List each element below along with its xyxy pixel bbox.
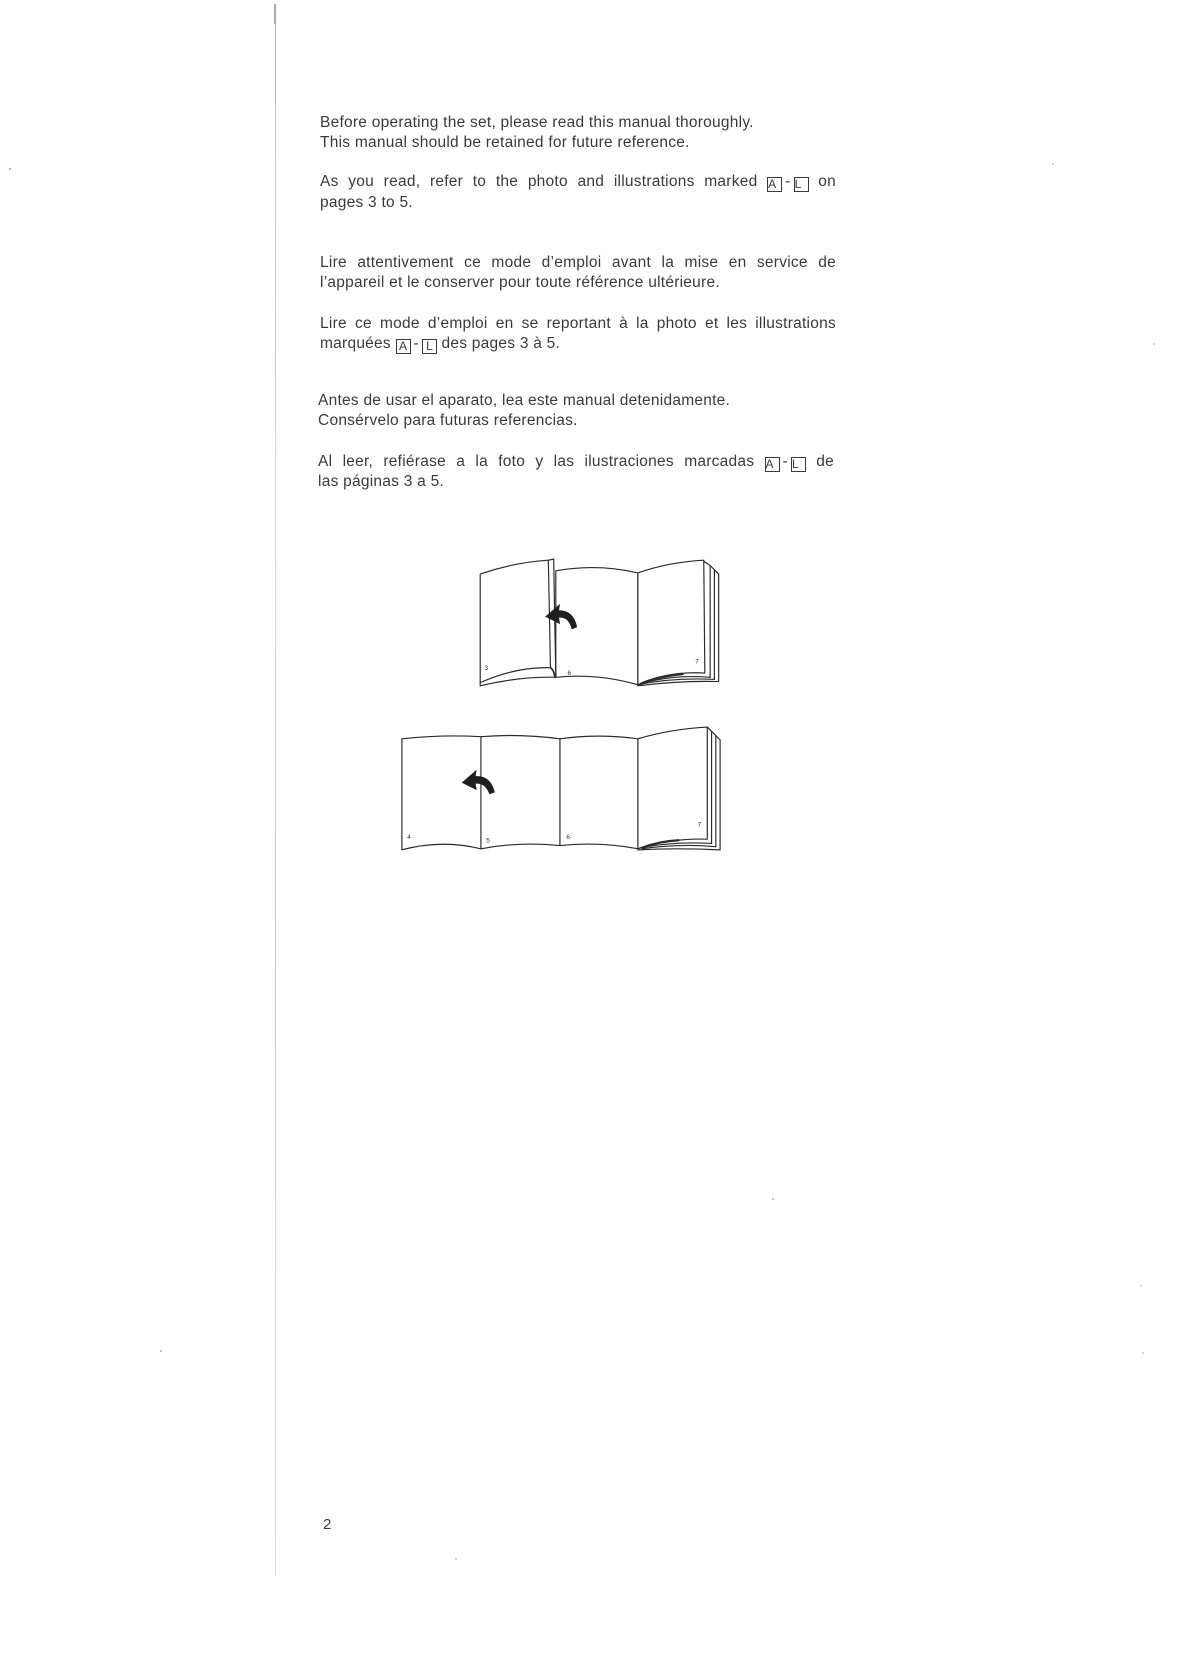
spanish-intro-line-2: Consérvelo para futuras referencias. [318,412,578,429]
booklet-turning-page [480,560,550,682]
english-reference-line-2: pages 3 to 5. [320,194,413,211]
scan-speck [1153,343,1155,345]
english-intro-line-1: Before operating the set, please read this manual thoroughly. [320,114,754,131]
scan-speck [160,1350,162,1352]
boxed-letter-l: L [422,339,437,354]
binding-margin-rule [275,4,276,1576]
english-reference-line-1 [320,172,836,192]
boxed-letter-a: A [765,457,780,472]
scan-speck [1142,1352,1144,1354]
range-dash: - [785,173,791,190]
boxed-letter-l: L [791,457,806,472]
page-label: 3 [484,664,489,672]
scan-speck [772,1198,774,1200]
range-dash: - [413,335,419,352]
french-reference-text: marquées [320,335,391,352]
booklet-illustration-top [478,557,723,689]
page-label: 4 [407,834,411,842]
page-label: 7 [695,658,699,666]
french-reference-line-2 [320,334,560,354]
page-stack-edge [710,566,714,680]
boxed-letter-a: A [396,339,411,354]
booklet-panel-3 [560,736,638,849]
scan-speck [455,1558,457,1560]
french-reference-text-end: des pages 3 à 5. [441,335,561,352]
spanish-reference-text-end: de [816,453,835,470]
binding-margin-mark [274,4,276,24]
english-reference-text-end: on [818,173,837,190]
scan-speck [9,168,11,170]
page-stack-edge [707,727,711,843]
page-number: 2 [323,1516,332,1533]
spanish-intro-line-1: Antes de usar el aparato, lea este manual detenidamente. [318,392,731,409]
booklet-panel-4 [638,727,707,849]
french-intro-line-2: l’appareil et le conserver pour toute référence ultérieure. [320,274,720,291]
spanish-reference-line-2: las páginas 3 a 5. [318,473,445,490]
scan-speck [1052,163,1054,165]
page-label: 6 [566,834,570,842]
spanish-reference-text: Al leer, refiérase a la foto y las ilustraciones marcadas [318,453,755,470]
page-label: 5 [486,837,490,845]
french-reference-line-1: Lire ce mode d’emploi en se reportant à la photo et les illustrations [320,315,836,332]
booklet-illustration-bottom [400,726,722,852]
boxed-letter-a: A [767,177,782,192]
page-stack-edge [712,731,716,846]
range-dash: - [782,453,788,470]
french-intro-line-1: Lire attentivement ce mode d’emploi avant la mise en service de [320,254,836,271]
booklet-panel-1 [402,736,481,850]
booklet-middle-page [556,568,638,685]
page-label: 7 [697,821,702,829]
page-label: 6 [567,670,572,678]
english-reference-text: As you read, refer to the photo and illustrations marked [320,173,758,190]
turning-page-curl [550,668,554,677]
spanish-reference-line-1 [318,452,834,472]
english-intro-line-2: This manual should be retained for future reference. [320,134,690,151]
boxed-letter-l: L [794,177,809,192]
scan-speck [1140,1285,1142,1287]
booklet-right-page [638,560,705,685]
